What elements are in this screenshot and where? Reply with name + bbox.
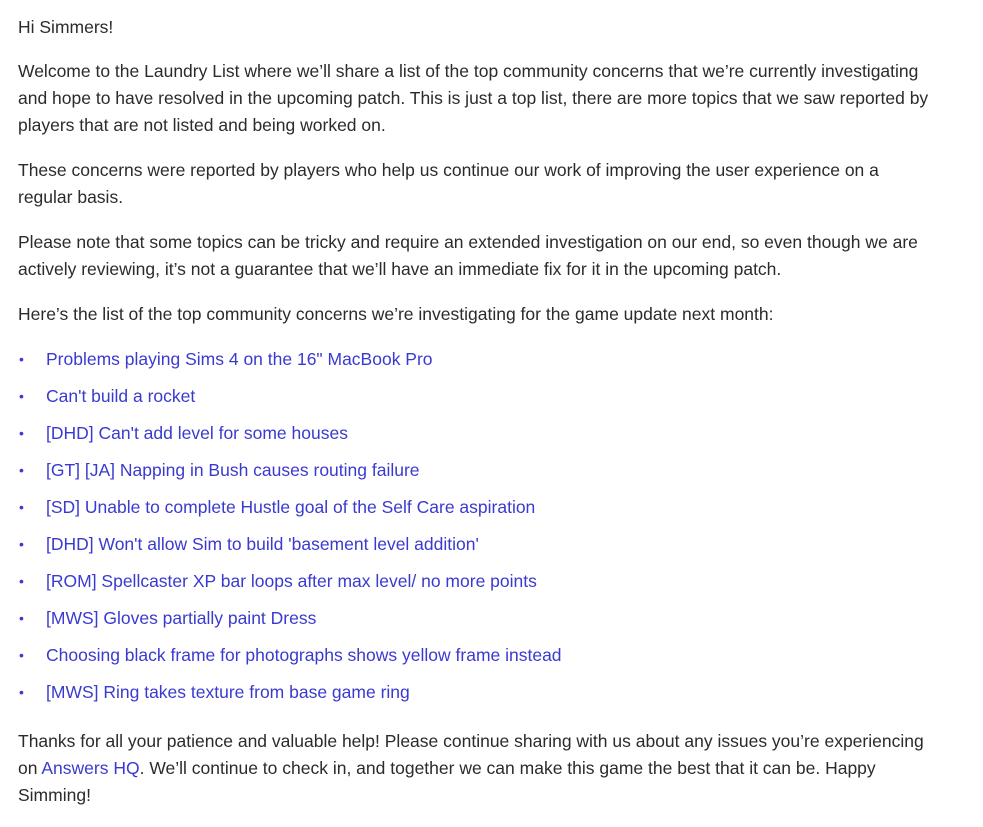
bullet-icon: •: [19, 499, 24, 515]
bullet-icon: •: [19, 573, 24, 589]
list-item: [18, 679, 938, 716]
bullet-icon: •: [19, 684, 24, 700]
reported-by-paragraph: These concerns were reported by players who help us continue our work of improving the user experience on a regular basis.: [18, 160, 879, 207]
intro-paragraph: Welcome to the Laundry List where we’ll share a list of the top community concerns that we’re currently investigating and hope to have resolved in the upcoming patch. This is just a top list, there are more topics that we saw reported by players that are not listed and being worked on.: [18, 61, 929, 135]
bullet-icon: •: [19, 610, 24, 626]
concern-link[interactable]: [DHD] Can't add level for some houses: [46, 423, 348, 443]
closing-paragraph: [18, 728, 938, 809]
closing-text-start: Thanks for all your patience and valuable help! Please continue sharing with us about any issues you’re experiencing on: [18, 731, 924, 778]
list-item: [18, 457, 938, 494]
concern-link[interactable]: Choosing black frame for photographs shows yellow frame instead: [46, 645, 562, 665]
concern-link[interactable]: [MWS] Gloves partially paint Dress: [46, 608, 317, 628]
list-item: [18, 531, 938, 568]
list-item: [18, 420, 938, 457]
bullet-icon: •: [19, 425, 24, 441]
list-item: [18, 568, 938, 605]
list-item: [18, 605, 938, 642]
bullet-icon: •: [19, 462, 24, 478]
list-item: [18, 346, 938, 383]
note-paragraph: Please note that some topics can be tricky and require an extended investigation on our end, so even though we are actively reviewing, it’s not a guarantee that we’ll have an immediate fix for it in the upcoming patch.: [18, 232, 918, 279]
concern-link[interactable]: [SD] Unable to complete Hustle goal of the Self Care aspiration: [46, 497, 536, 517]
list-item: [18, 494, 938, 531]
bullet-icon: •: [19, 388, 24, 404]
concern-link[interactable]: Problems playing Sims 4 on the 16" MacBook Pro: [46, 349, 433, 369]
greeting: Hi Simmers!: [18, 17, 114, 37]
concern-link[interactable]: [MWS] Ring takes texture from base game ring: [46, 682, 410, 702]
concern-link[interactable]: [GT] [JA] Napping in Bush causes routing failure: [46, 460, 420, 480]
concerns-list: [18, 346, 938, 716]
bullet-icon: •: [19, 351, 24, 367]
answers-hq-link[interactable]: Answers HQ: [41, 758, 140, 778]
bullet-icon: •: [19, 647, 24, 663]
concern-link[interactable]: Can't build a rocket: [46, 386, 196, 406]
post-body: [18, 14, 938, 827]
concern-link[interactable]: [DHD] Won't allow Sim to build 'basement level addition': [46, 534, 479, 554]
list-intro-paragraph: Here’s the list of the top community concerns we’re investigating for the game update next month:: [18, 304, 774, 324]
concern-link[interactable]: [ROM] Spellcaster XP bar loops after max level/ no more points: [46, 571, 537, 591]
bullet-icon: •: [19, 536, 24, 552]
list-item: [18, 383, 938, 420]
closing-text-end: . We’ll continue to check in, and together we can make this game the best that it can be. Happy Simming!: [18, 758, 876, 805]
list-item: [18, 642, 938, 679]
